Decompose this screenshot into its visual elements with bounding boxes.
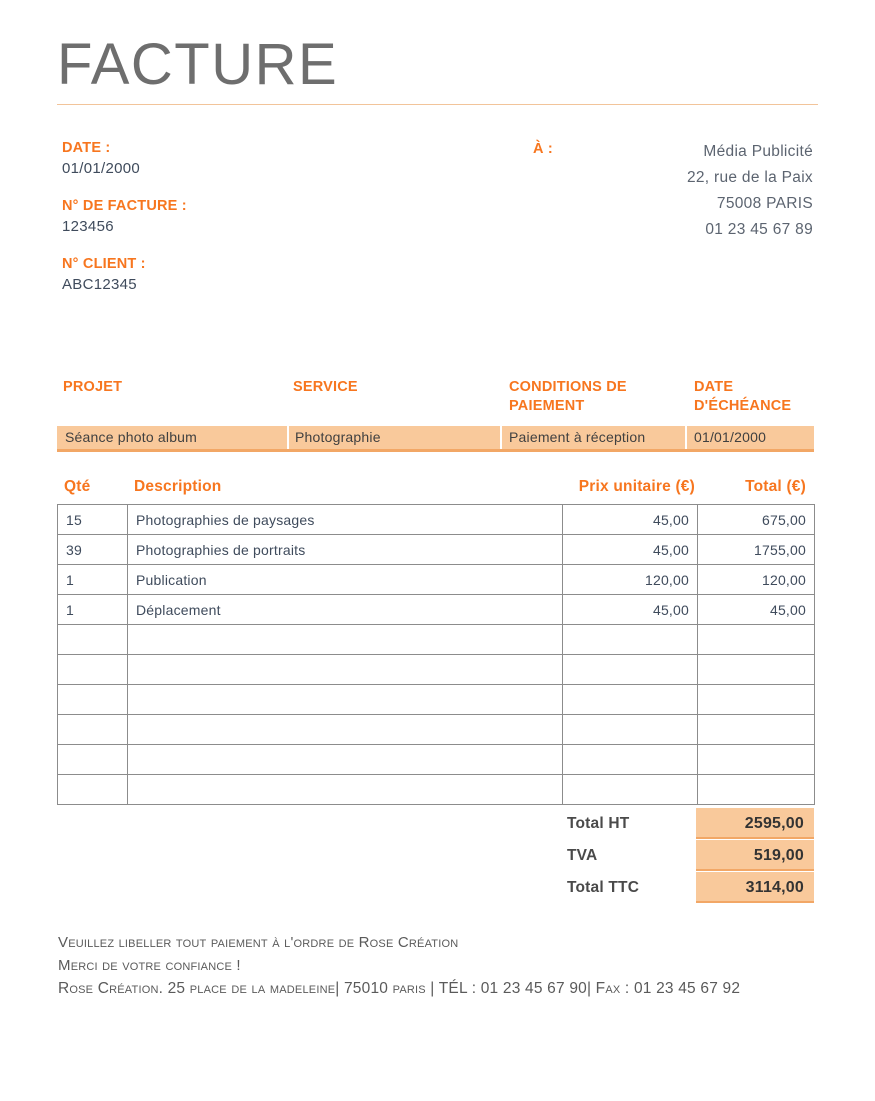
- totals-row: [555, 840, 814, 871]
- item-line-total: 1755,00: [698, 535, 815, 565]
- item-description: [128, 745, 563, 775]
- table-row: [58, 715, 815, 745]
- totals-value: 3114,00: [696, 872, 814, 903]
- recipient-name: Média Publicité: [703, 143, 813, 160]
- item-qty: [58, 745, 128, 775]
- items-table: [57, 504, 815, 805]
- item-unit-price: 45,00: [563, 505, 698, 535]
- items-table-header: [57, 478, 814, 504]
- item-qty: 15: [58, 505, 128, 535]
- item-unit-price: [563, 745, 698, 775]
- item-unit-price: 45,00: [563, 595, 698, 625]
- table-row: [58, 505, 815, 535]
- item-line-total: [698, 685, 815, 715]
- item-description: [128, 715, 563, 745]
- due-date-header: DATE D'ÉCHÉANCE: [694, 379, 792, 414]
- totals-row: [555, 808, 814, 839]
- table-row: [58, 565, 815, 595]
- table-row: [58, 775, 815, 805]
- item-unit-price: 120,00: [563, 565, 698, 595]
- qty-header: Qté: [64, 478, 91, 495]
- table-row: [58, 595, 815, 625]
- item-qty: 39: [58, 535, 128, 565]
- table-row: [58, 685, 815, 715]
- item-unit-price: 45,00: [563, 535, 698, 565]
- table-row: [58, 655, 815, 685]
- totals-label: Total TTC: [567, 879, 640, 896]
- item-description: Photographies de portraits: [128, 535, 563, 565]
- band-divider-3: [685, 426, 687, 449]
- item-qty: 1: [58, 565, 128, 595]
- title-divider: [57, 104, 818, 105]
- item-line-total: [698, 775, 815, 805]
- service-header: SERVICE: [293, 379, 358, 395]
- item-description: [128, 655, 563, 685]
- item-unit-price: [563, 625, 698, 655]
- item-unit-price: [563, 775, 698, 805]
- project-band-header: [57, 378, 818, 426]
- item-qty: [58, 685, 128, 715]
- table-row: [58, 535, 815, 565]
- item-line-total: 120,00: [698, 565, 815, 595]
- service-value: Photographie: [295, 429, 381, 445]
- invoice-meta-left: [62, 139, 482, 295]
- table-row: [58, 625, 815, 655]
- description-header: Description: [134, 478, 222, 495]
- recipient-street: 22, rue de la Paix: [686, 169, 813, 186]
- footer-line-payment: Veuillez libeller tout paiement à l'ordre de Rose Création: [58, 934, 459, 951]
- item-description: Photographies de paysages: [128, 505, 563, 535]
- payment-terms-header: CONDITIONS DE PAIEMENT: [509, 379, 627, 414]
- totals-label: TVA: [567, 847, 598, 864]
- item-description: Publication: [128, 565, 563, 595]
- item-line-total: [698, 745, 815, 775]
- totals-value: 2595,00: [696, 808, 814, 839]
- item-description: Déplacement: [128, 595, 563, 625]
- totals-row: [555, 872, 814, 903]
- date-value: 01/01/2000: [62, 160, 141, 177]
- project-header: PROJET: [63, 379, 123, 395]
- unit-price-header: Prix unitaire (€): [578, 478, 695, 495]
- recipient-phone: 01 23 45 67 89: [705, 221, 813, 238]
- totals-value: 519,00: [696, 840, 814, 871]
- band-divider-2: [500, 426, 502, 449]
- line-total-header: Total (€): [745, 478, 806, 495]
- footer-line-thanks: Merci de votre confiance !: [58, 957, 241, 974]
- due-date-value: 01/01/2000: [694, 429, 767, 445]
- date-label: DATE :: [62, 140, 111, 156]
- item-unit-price: [563, 685, 698, 715]
- recipient-label: À :: [533, 141, 553, 157]
- band-divider-1: [287, 426, 289, 449]
- item-description: [128, 625, 563, 655]
- item-line-total: [698, 715, 815, 745]
- totals-block: [555, 808, 814, 904]
- recipient-city: 75008 PARIS: [716, 195, 813, 212]
- item-description: [128, 775, 563, 805]
- project-band-row: [57, 426, 814, 452]
- invoice-number-label: N° DE FACTURE :: [62, 198, 187, 214]
- item-line-total: [698, 655, 815, 685]
- item-line-total: [698, 625, 815, 655]
- client-number-label: N° CLIENT :: [62, 256, 146, 272]
- recipient-block: [513, 139, 813, 243]
- item-qty: [58, 655, 128, 685]
- invoice-number-value: 123456: [62, 218, 114, 235]
- item-line-total: 675,00: [698, 505, 815, 535]
- table-row: [58, 745, 815, 775]
- item-qty: 1: [58, 595, 128, 625]
- payment-terms-value: Paiement à réception: [509, 429, 646, 445]
- totals-label: Total HT: [567, 815, 630, 832]
- page-title: FACTURE: [57, 32, 339, 97]
- item-qty: [58, 625, 128, 655]
- item-line-total: 45,00: [698, 595, 815, 625]
- project-value: Séance photo album: [65, 429, 198, 445]
- client-number-value: ABC12345: [62, 276, 137, 293]
- footer-block: [58, 931, 818, 1000]
- item-qty: [58, 715, 128, 745]
- items-table-body: [58, 505, 815, 805]
- item-qty: [58, 775, 128, 805]
- item-unit-price: [563, 715, 698, 745]
- title-block: [57, 34, 818, 96]
- item-unit-price: [563, 655, 698, 685]
- footer-line-address: Rose Création. 25 place de la madeleine| 75010 paris | TÉL : 01 23 45 67 90| Fax : 01 23 45 67 92: [58, 980, 741, 997]
- item-description: [128, 685, 563, 715]
